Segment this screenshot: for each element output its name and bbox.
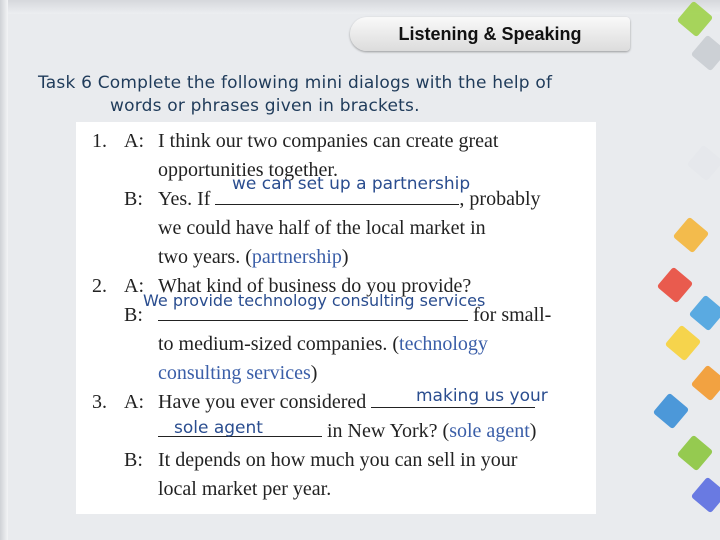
dialog-1-number: 1. <box>92 130 107 152</box>
dialog-2-number: 2. <box>92 275 107 297</box>
task-line-1: Task 6 Complete the following mini dialogs with the help of <box>38 73 553 93</box>
dialog-1-b-speaker: B: <box>124 188 143 210</box>
dialog-3-a-line-2c: ) <box>529 420 537 442</box>
decor-tile <box>691 35 720 72</box>
dialog-2-b-line-2a: to medium-sized companies. ( <box>158 333 400 355</box>
dialog-1-answer: we can set up a partnership <box>232 174 471 194</box>
dialog-3-number: 3. <box>92 391 107 413</box>
dialog-2-hint-2: consulting services <box>158 362 311 384</box>
dialog-2-b-line-3b: ) <box>310 362 318 384</box>
dialog-2-a-speaker: A: <box>124 275 144 297</box>
dialog-2-hint-1: technology <box>399 333 488 355</box>
dialog-3-hint: sole agent <box>449 420 530 442</box>
decor-tile <box>665 325 702 362</box>
task-line-2: words or phrases given in brackets. <box>110 96 420 116</box>
task-instruction <box>38 72 658 118</box>
dialog-1-b-pre: Yes. If <box>158 188 211 210</box>
dialog-3-answer-2: sole agent <box>174 418 263 438</box>
dialog-3-a-line-1-text: Have you ever considered <box>158 391 367 413</box>
dialog-3-a-line-2b: in New York? ( <box>327 420 450 442</box>
dialog-3-b-speaker: B: <box>124 449 143 471</box>
dialog-2-answer: We provide technology consulting services <box>143 291 486 310</box>
dialog-1-b-line-3a: two years. ( <box>158 246 252 268</box>
dialog-3-answer-1: making us your <box>416 386 548 406</box>
dialog-2-a-line-1: What kind of business do you provide? <box>158 275 472 297</box>
section-tab <box>350 17 630 51</box>
decor-tile <box>657 267 694 304</box>
dialog-2-b-line-3 <box>158 362 317 385</box>
decorative-tile-strip <box>652 0 720 540</box>
dialog-2-b-line-2 <box>158 333 488 356</box>
dialog-1-a-line-1: I think our two companies can create great <box>158 130 499 152</box>
decor-tile <box>653 393 690 430</box>
dialog-1-b-line-3 <box>158 246 349 269</box>
dialog-3-b-line-1: It depends on how much you can sell in your <box>158 449 518 471</box>
decor-tile <box>687 145 720 182</box>
left-edge-decoration <box>0 0 8 540</box>
dialog-1-a-speaker: A: <box>124 130 144 152</box>
decor-tile <box>691 365 720 402</box>
dialog-3-a-speaker: A: <box>124 391 144 413</box>
decor-tile <box>677 435 714 472</box>
dialog-1-a-line-2: opportunities together. <box>158 159 338 181</box>
decor-tile <box>691 477 720 514</box>
decor-tile <box>689 295 720 332</box>
dialog-1-b-line-2: we could have half of the local market in <box>158 217 486 239</box>
dialog-1-b-post: , probably <box>459 188 541 210</box>
dialog-1-hint: partnership <box>251 246 342 268</box>
dialog-2-b-post: for small- <box>473 304 552 326</box>
decor-tile <box>673 217 710 254</box>
dialog-2-b-speaker: B: <box>124 304 143 326</box>
section-title: Listening & Speaking <box>398 24 582 44</box>
decor-tile <box>677 1 714 38</box>
dialog-1-b-line-3b: ) <box>341 246 349 268</box>
dialog-3-b-line-2: local market per year. <box>158 478 332 500</box>
top-band <box>0 0 720 14</box>
